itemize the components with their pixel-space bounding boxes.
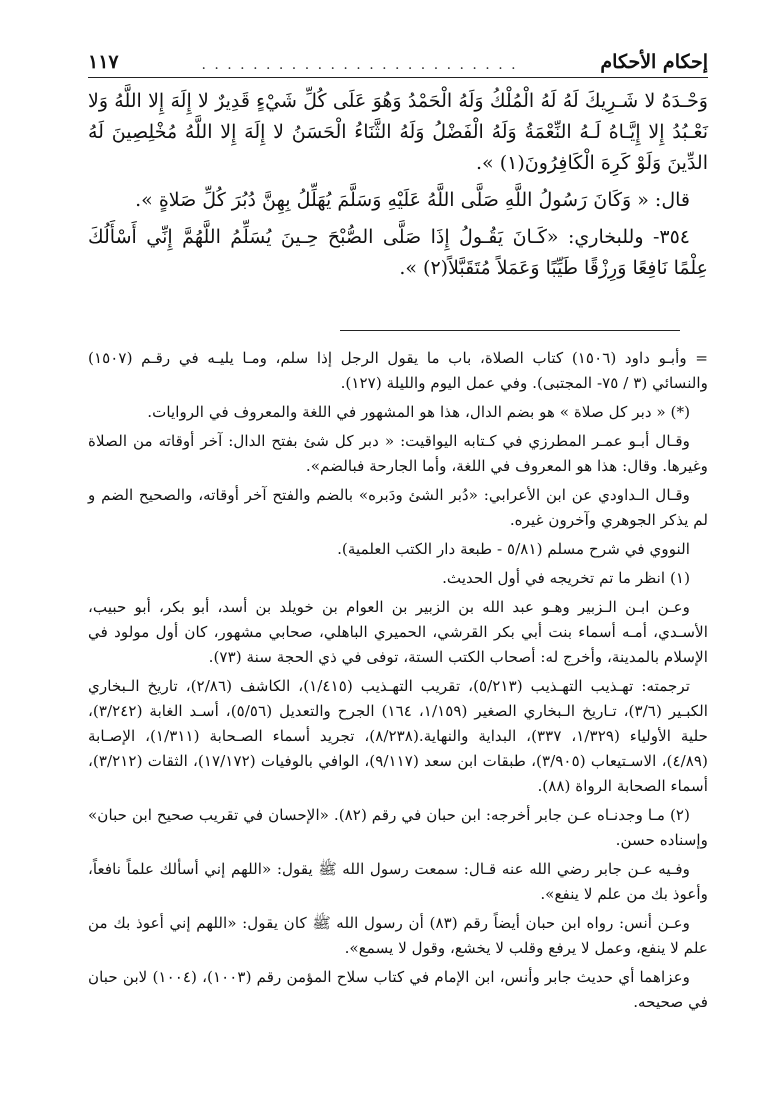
- page-number: ١١٧: [88, 51, 119, 73]
- footnote-separator: [340, 330, 680, 331]
- running-header: [88, 42, 708, 78]
- book-title: إحكام الأحكام: [600, 51, 708, 73]
- footnote-paragraph: وقـال الـداودي عن ابن الأعرابي: «دُبر الشئ ودَبره» بالضم والفتح آخر أوقاته، والصحيح الضم و لم يذكر الجوهري وآخرون غيره.: [88, 486, 708, 529]
- footnote-paragraph: ترجمته: تهـذيب التهـذيب (٥/٢١٣)، تقريب التهـذيب (١/٤١٥)، الكاشف (٢/٨٦)، تاريخ الـبخاري الكبـير (٣/٦)، تـاريخ الـبخاري الصغير (١/١٥٩، ١٦٤) الجرح والتعديل (٥/٥٦)، أسـد الغابة (٣/٢٤٢)، حلية الأولياء (١/٣٢٩، ٣٣٧)، البداية والنهاية.(٨/٢٣٨)، تجريد أسماء الصـحابة (١/٣١١)، الإصـابة (٤/٨٩)، الاسـتيعاب (٣/٩٠٥)، طبقات ابن سعد (٩/١١٧)، الوافي بالوفيات (١٧/١٧٢)، الثقات (٣/٢١٢)، أسماء الصحابة الرواة (٨٨).: [88, 677, 709, 795]
- footnote-paragraph: وقـال أبـو عمـر المطرزي في كـتابه اليواقيت: « دبر كل شئ بفتح الدال: آخر أوقاته من الصلاة وغيرها. وقال: هذا هو المعروف في اللغة، وأما الجارحة فبالضم».: [88, 432, 708, 475]
- footnote-paragraph: وعـن أنس: رواه ابن حبان أيضاً رقم (٨٣) أن رسول الله ﷺ كان يقول: «اللهم إني أعوذ بك من علم لا ينفع، وعمل لا يرفع وقلب لا يخشع، وقول لا يسمع».: [88, 914, 708, 957]
- footnote-continuation: = وأبـو داود (١٥٠٦) كتاب الصلاة، باب ما يقول الرجل إذا سلم، ومـا يليـه في رقـم (١٥٠٧) والنسائي (٣ / ٧٥- المجتبى). وفي عمل اليوم والليلة (١٢٧).: [88, 349, 708, 392]
- footnotes: [88, 346, 708, 1019]
- footnote-1: (١) انظر ما تم تخريجه في أول الحديث.: [442, 569, 690, 587]
- hadith-text-continuation: وَحْـدَهُ لا شَـرِيكَ لَهُ لَهُ الْمُلْكُ وَلَهُ الْحَمْدُ وَهُوَ عَلَى كُلِّ شَيْءٍ قَدِيرٌ لا إِلَهَ إِلا اللَّهُ وَلا نَعْـبُدُ إِلا إِيَّـاهُ لَـهُ النِّعْمَةُ وَلَهُ الْفَضْلُ وَلَهُ الثَّنَاءُ الْحَسَنُ لا إِلَهَ إِلا اللَّهُ مُخْلِصِينَ لَهُ الدِّينَ وَلَوْ كَرِهَ الْكَافِرُونَ(١) ».: [88, 90, 708, 174]
- footnote-2: (٢) مـا وجدنـاه عـن جابر أخرجه: ابن حبان في رقم (٨٢). «الإحسان في تقريب صحيح ابن حبان» وإسناده حسن.: [88, 806, 708, 849]
- footnote-paragraph: وعزاهما أي حديث جابر وأنس، ابن الإمام في كتاب سلاح المؤمن رقم (١٠٠٣)، (١٠٠٤) لابن حبان في صحيحه.: [88, 968, 708, 1011]
- footnote-star: (*) « دبر كل صلاة » هو بضم الدال، هذا هو المشهور في اللغة والمعروف في الروايات.: [147, 403, 690, 421]
- main-text: [88, 86, 708, 290]
- hadith-commentary-line: قال: « وَكَانَ رَسُولُ اللَّهِ صَلَّى اللَّهُ عَلَيْهِ وَسَلَّمَ يُهَلِّلُ بِهِنَّ دُبُرَ كُلِّ صَلاةٍ ».: [135, 189, 690, 211]
- header-dot-leader: . . . . . . . . . . . . . . . . . . . . . . . . .: [201, 57, 518, 73]
- hadith-354: ٣٥٤- وللبخاري: «كَـانَ يَقُـولُ إِذَا صَلَّى الصُّبْحَ حِـينَ يُسَلِّمُ اللَّهُمَّ إِنِّي أَسْأَلُكَ عِلْمًا نَافِعًا وَرِزْقًا طَيِّبًا وَعَمَلاً مُتَقَبَّلاً(٢) ».: [88, 226, 708, 279]
- footnote-paragraph: وعـن ابـن الـزبير وهـو عبد الله بن الزبير بن العوام بن خويلد بن أسد، أبو بكر، أبو حبيب، الأسـدي، أمـه أسماء بنت أبي بكر القرشي، الحميري الباهلي، صحابي مشهور، كان أول مولود في الإسلام بالمدينة، وأخرج له: أصحاب الكتب الستة، توفى في ذي الحجة سنة (٧٣).: [88, 598, 708, 666]
- footnote-paragraph: النووي في شرح مسلم (٥/٨١ - طبعة دار الكتب العلمية).: [337, 540, 690, 558]
- footnote-paragraph: وفـيه عـن جابر رضي الله عنه قـال: سمعت رسول الله ﷺ يقول: «اللهم إني أسألك علماً نافعاً، وأعوذ بك من علم لا ينفع».: [88, 860, 708, 903]
